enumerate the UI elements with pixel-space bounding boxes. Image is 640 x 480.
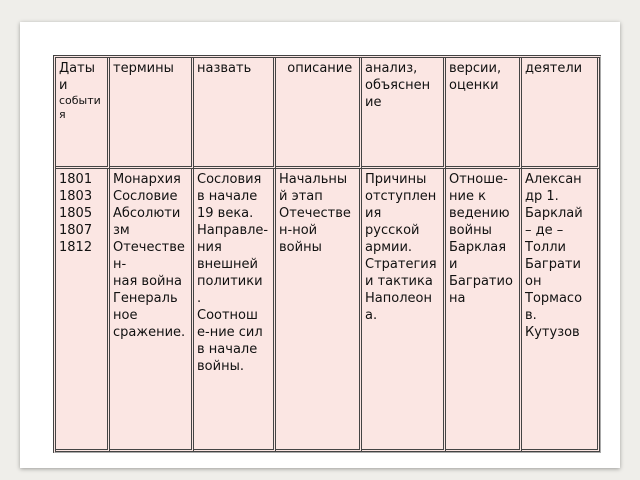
header-cell-terms: [110, 58, 194, 169]
cell-line: Наполеон: [365, 291, 432, 306]
cell-line: Барклай: [525, 206, 583, 221]
cell-line: Причины: [365, 172, 427, 187]
header-line: оценки: [449, 78, 499, 93]
cell-line: .: [197, 291, 202, 306]
header-cell-versions: [446, 58, 522, 169]
cell-line: Алексан: [525, 172, 582, 187]
cell-line: Кутузов: [525, 325, 580, 340]
header-line: Даты и: [59, 61, 95, 93]
cell-line: 1805: [59, 206, 93, 221]
cell-line: войны.: [197, 359, 244, 374]
cell-line: ния: [197, 240, 222, 255]
table-row: [56, 169, 600, 452]
cell-line: Стратегия: [365, 257, 437, 272]
cell-line: Багратио: [449, 274, 513, 289]
header-cell-analysis: [362, 58, 446, 169]
history-table: [53, 55, 601, 453]
cell-analysis: [362, 169, 446, 452]
cell-line: в.: [525, 308, 537, 323]
cell-line: Барклая: [449, 240, 507, 255]
header-line: анализ,: [365, 61, 418, 76]
cell-line: Отечестве: [279, 206, 351, 221]
header-line: термины: [113, 61, 174, 76]
cell-description: [276, 169, 362, 452]
cell-line: и тактика: [365, 274, 433, 289]
cell-line: др 1.: [525, 189, 559, 204]
cell-line: 1801: [59, 172, 93, 187]
cell-line: Монархия: [113, 172, 181, 187]
header-line: деятели: [525, 61, 583, 76]
cell-line: Начальны: [279, 172, 348, 187]
cell-line: внешней: [197, 257, 259, 272]
cell-name: [194, 169, 276, 452]
cell-line: 1803: [59, 189, 93, 204]
header-line: ие: [365, 95, 382, 110]
cell-versions: [446, 169, 522, 452]
cell-line: Баграти: [525, 257, 581, 272]
header-cell-dates: [56, 58, 110, 169]
cell-line: 19 века.: [197, 206, 254, 221]
header-line-small: события: [59, 94, 101, 121]
cell-line: ние к: [449, 189, 486, 204]
cell-line: отступлен: [365, 189, 437, 204]
cell-terms: [110, 169, 194, 452]
header-line: описание: [279, 61, 353, 76]
cell-line: Абсолюти: [113, 206, 181, 221]
cell-line: политики: [197, 274, 263, 289]
table-header-row: [56, 58, 600, 169]
cell-line: в начале: [197, 189, 258, 204]
cell-line: он: [525, 274, 542, 289]
cell-line: Отноше-: [449, 172, 508, 187]
header-line: назвать: [197, 61, 252, 76]
cell-line: на: [449, 291, 466, 306]
header-line: объяснен: [365, 78, 431, 93]
cell-line: сражение.: [113, 325, 186, 340]
cell-line: а.: [365, 308, 378, 323]
cell-line: зм: [113, 223, 130, 238]
cell-line: й этап: [279, 189, 323, 204]
cell-line: Сословия: [197, 172, 262, 187]
cell-line: Сословие: [113, 189, 178, 204]
cell-line: Отечествен-: [113, 240, 185, 272]
cell-line: ная война: [113, 274, 182, 289]
cell-line: русской: [365, 223, 420, 238]
cell-line: армии.: [365, 240, 413, 255]
cell-line: ведению: [449, 206, 510, 221]
cell-line: войны: [449, 223, 492, 238]
cell-line: Соотнош: [197, 308, 258, 323]
cell-line: н-ной: [279, 223, 318, 238]
cell-line: Толли: [525, 240, 566, 255]
cell-line: ия: [365, 206, 382, 221]
header-cell-figures: [522, 58, 600, 169]
cell-line: 1812: [59, 240, 93, 255]
cell-line: Направле-: [197, 223, 269, 238]
header-cell-name: [194, 58, 276, 169]
cell-line: – де –: [525, 223, 564, 238]
header-cell-description: [276, 58, 362, 169]
header-line: версии,: [449, 61, 502, 76]
cell-dates: [56, 169, 110, 452]
cell-line: Тормасо: [525, 291, 583, 306]
cell-line: ное: [113, 308, 138, 323]
cell-line: е-ние сил: [197, 325, 263, 340]
cell-line: 1807: [59, 223, 93, 238]
cell-figures: [522, 169, 600, 452]
cell-line: Генераль: [113, 291, 178, 306]
cell-line: и: [449, 257, 458, 272]
cell-line: войны: [279, 240, 322, 255]
cell-line: в начале: [197, 342, 258, 357]
